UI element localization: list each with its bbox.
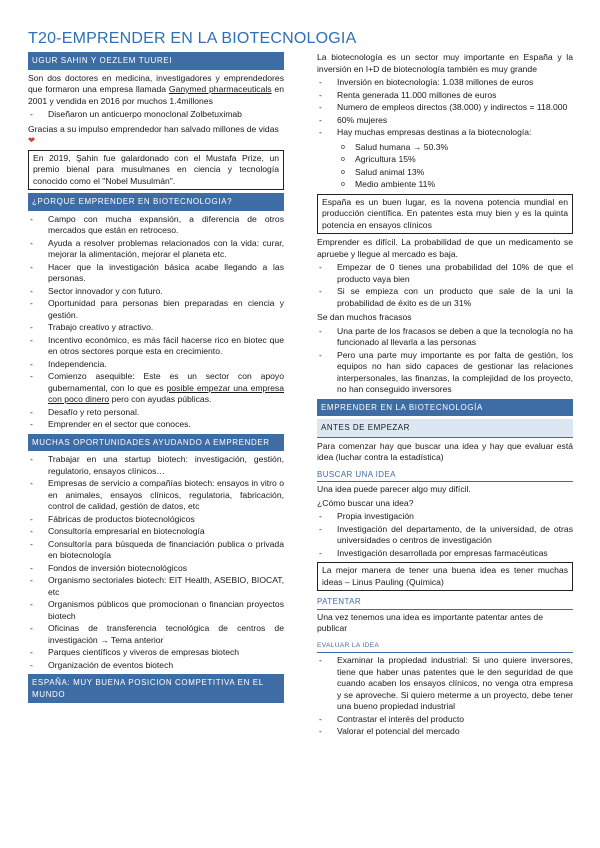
list-item: - Parques científicos y viveros de empresas biotech [28,647,284,659]
list-item: - Investigación del departamento, de la universidad, de otras universidades o centros de investigación [317,524,573,547]
company-link: Ganymed pharmaceuticals [168,84,272,94]
intro-paragraph: Son dos doctores en medicina, investigadores y emprendedores que formaron una empresa llamada Ganymed pharmaceuticals en 2001 y vendida en 2016 por muchos 1.4millones [28,72,284,106]
list-item: o Medio ambiente 11% [317,179,573,191]
list-item: - Inversión en biotecnología: 1.038 millones de euros [317,77,573,89]
list-item: - Comienzo asequible: Este es un sector con apoyo gubernamental, con lo que es posible empezar una empresa con poco dinero pero con ayudas públicas. [28,371,284,406]
list-item: - Emprender en el sector que conoces. [28,419,284,431]
list-item: - Diseñaron un anticuerpo monoclonal Zolbetuximab [28,109,284,121]
buscar-list [317,511,573,559]
patentar-text: Una vez tenemos una idea es importante patentar antes de publicar [317,611,543,633]
heart-icon: ❤ [28,135,36,145]
list-item: o Salud animal 13% [317,167,573,179]
list-item: o Salud humana → 50.3% [317,142,573,154]
list-item: - Investigación desarrollada por empresas farmacéuticas [317,548,573,560]
ninth-power-box: España es un buen lugar, es la novena potencia mundial en producción científica. En patentes esta muy bien y es la quinta potencia en ensayos clínicos [317,194,573,235]
buscar-text-1: Una idea puede parecer algo muy difícil. [317,484,471,494]
sectors-list [317,142,573,191]
list-item: - Incentivo económico, es más fácil hacerse rico en biotec que en otros sectores porque esta en crecimiento. [28,335,284,358]
difficult-list [317,262,573,309]
list-item: - Una parte de los fracasos se deben a que la tecnología no ha funcionado al llevarla a las personas [317,326,573,349]
list-item: - Organización de eventos biotech [28,660,284,672]
emprender-header: EMPRENDER EN LA BIOTECNOLOGÍA [317,399,573,417]
intro-list [28,109,284,121]
difficult-text: Emprender es difícil. La probabilidad de que un medicamento se apruebe y llegue al mercado es baja. [317,237,573,259]
evaluar-header: EVALUAR LA IDEA [317,639,573,654]
opps-header: MUCHAS OPORTUNIDADES AYUDANDO A EMPRENDER [28,434,284,452]
patentar-header: PATENTAR [317,595,573,610]
prize-box: En 2019, Şahin fue galardonado con el Mustafa Prize, un premio bienal para musulmanes en ciencia y tecnología conocido como el "Nobel Musulmán". [28,150,284,191]
list-item: - Independencia. [28,359,284,371]
failures-label: Se dan muchos fracasos [317,312,412,322]
list-item: - Ayuda a resolver problemas relacionados con la vida: curar, mejorar la alimentación, mejorar el planeta etc. [28,238,284,261]
list-item: - Campo con mucha expansión, a diferencia de otros mercados que están en retroceso. [28,214,284,237]
buscar-text-2: ¿Cómo buscar una idea? [317,497,414,508]
list-item: - Hacer que la investigación básica acabe llegando a las personas. [28,262,284,285]
why-header: ¿PORQUE EMPRENDER EN BIOTECNOLOGIA? [28,193,284,211]
right-column [317,52,573,741]
list-item: - Oportunidad para personas bien preparadas en ciencia y gestión. [28,298,284,321]
list-item: - Organismos públicos que promocionan o financian proyectos biotech [28,599,284,622]
list-item: o Agricultura 15% [317,154,573,166]
gracias-text: Gracias a su impulso emprendedor han salvado millones de vidas❤ [28,123,279,145]
list-item: - Propia investigación [317,511,573,523]
evaluar-list [317,655,573,738]
list-item: - Examinar la propiedad industrial: Si uno quiere inversores, tiene que haber unas patentes que le den seguridad de que cuando acaben los ensayos clínicos, no venga otra empresa y se aproveche. Si quiero meterme a un proyecto, debe tener una bueno propiedad industrial [317,655,573,713]
list-item: - Pero una parte muy importante es por falta de gestión, los equipos no han sido capaces de gestionar las relaciones interpersonales, las finanzas, la complejidad de los proyecto, no han conseguido inversores [317,350,573,396]
list-item: - Consultoría empresarial en biotecnología [28,526,284,538]
list-item: - Consultoría para búsqueda de financiación publica o privada en biotecnología [28,539,284,562]
list-item: - Fondos de inversión biotecnológicos [28,563,284,575]
list-item: - Sector innovador y con futuro. [28,286,284,298]
list-item: - Valorar el potencial del mercado [317,726,573,738]
authors-header: UGUR SAHIN Y OEZLEM TUUREI [28,52,284,70]
list-item: - Renta generada 11.000 millones de euros [317,90,573,102]
list-item: - Contrastar el interés del producto [317,714,573,726]
page-title: T20-EMPRENDER EN LA BIOTECNOLOGIA [28,30,357,47]
stats-list [317,77,573,139]
list-item: - Hay muchas empresas destinas a la biotecnología: [317,127,573,139]
list-item: - Trabajo creativo y atractivo. [28,322,284,334]
list-item: - Si se empieza con un producto que sale de la uni la probabilidad de éxito es de un 31% [317,286,573,309]
list-item: - Desafío y reto personal. [28,407,284,419]
list-item: - Oficinas de transferencia tecnológica de centros de investigación → Tema anterior [28,623,284,646]
right-intro: La biotecnología es un sector muy importante en España y la inversión en I+D de biotecnología también es muy grande [317,52,573,74]
list-item: - Fábricas de productos biotecnológicos [28,514,284,526]
left-column [28,52,284,706]
quote-box: La mejor manera de tener una buena idea es tener muchas ideas – Linus Pauling (Química) [317,562,573,591]
spain-header: ESPAÑA: MUY BUENA POSICION COMPETITIVA EN EL MUNDO [28,674,284,703]
list-item: - Empezar de 0 tienes una probabilidad del 10% de que el producto vaya bien [317,262,573,285]
why-list [28,214,284,431]
list-item: - Empresas de servicio a compañías biotech: ensayos in vitro o en animales, ensayos clínicos, regulatoria, fabricación, control de calidad, gestión de datos, etc [28,478,284,513]
antes-header: ANTES DE EMPEZAR [317,419,573,438]
list-item: - 60% mujeres [317,115,573,127]
opps-list [28,454,284,671]
buscar-header: BUSCAR UNA IDEA [317,468,573,483]
list-item: - Trabajar en una startup biotech: investigación, gestión, regulatorio, ensayos clínicos… [28,454,284,477]
list-item: - Organismo sectoriales biotech: EIT Health, ASEBIO, BIOCAT, etc [28,575,284,598]
list-item: - Numero de empleos directos (38.000) y indirectos = 118.000 [317,102,573,114]
failures-list [317,326,573,396]
antes-text: Para comenzar hay que buscar una idea y hay que evaluar está idea (luchar contra la estadística) [317,440,573,462]
